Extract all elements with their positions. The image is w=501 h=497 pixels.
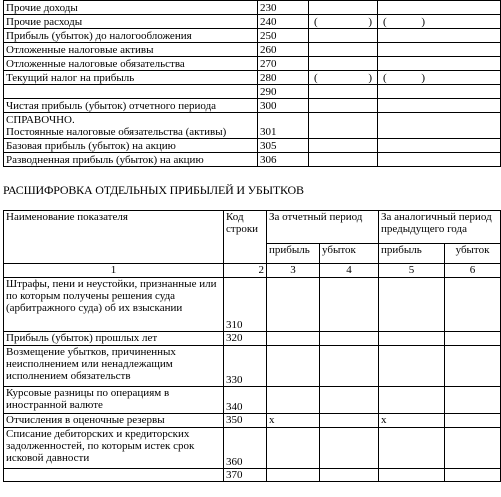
value-cell[interactable]: [309, 139, 378, 153]
table-row: [4, 428, 501, 469]
reference-label: Постоянные налоговые обязательства (активы): [6, 126, 227, 138]
table-row: [4, 346, 501, 387]
parentheses-placeholder: ( ): [314, 72, 372, 84]
value-cell[interactable]: [445, 278, 501, 332]
value-cell[interactable]: [309, 29, 378, 43]
table-row: [4, 15, 501, 29]
row-code: 370: [224, 469, 267, 482]
row-code: 230: [258, 1, 309, 15]
value-cell[interactable]: [378, 153, 501, 167]
value-cell[interactable]: [379, 332, 445, 346]
row-code: 240: [258, 15, 309, 29]
table-row: [4, 469, 501, 482]
row-code: 330: [224, 346, 267, 387]
value-cell[interactable]: [309, 71, 378, 85]
row-label: [4, 85, 258, 99]
header-loss: убыток: [320, 243, 379, 263]
value-cell[interactable]: [309, 15, 378, 29]
value-cell[interactable]: [445, 332, 501, 346]
row-label: Базовая прибыль (убыток) на акцию: [4, 139, 258, 153]
value-cell[interactable]: [378, 99, 501, 113]
value-cell[interactable]: [379, 346, 445, 387]
row-label: Прибыль (убыток) прошлых лет: [4, 332, 224, 346]
row-label: Чистая прибыль (убыток) отчетного периода: [4, 99, 258, 113]
value-cell[interactable]: [309, 57, 378, 71]
row-label: Текущий налог на прибыль: [4, 71, 258, 85]
section-title: РАСШИФРОВКА ОТДЕЛЬНЫХ ПРИБЫЛЕЙ И УБЫТКОВ: [3, 183, 304, 197]
value-cell[interactable]: [445, 414, 501, 428]
value-cell[interactable]: [309, 153, 378, 167]
col-number: 2: [224, 264, 267, 278]
column-numbers-row: [4, 264, 501, 278]
value-cell[interactable]: [378, 71, 501, 85]
value-cell[interactable]: [309, 1, 378, 15]
row-code: 306: [258, 153, 309, 167]
value-cell[interactable]: [445, 346, 501, 387]
value-cell[interactable]: [379, 278, 445, 332]
row-code: 360: [224, 428, 267, 469]
value-cell[interactable]: [267, 469, 320, 482]
row-label: Отчисления в оценочные резервы: [4, 414, 224, 428]
value-cell[interactable]: [267, 346, 320, 387]
row-code: 340: [224, 387, 267, 414]
value-cell[interactable]: [379, 469, 445, 482]
row-code: 350: [224, 414, 267, 428]
col-number: 5: [379, 264, 445, 278]
header-previous-period: За аналогичный период предыдущего года: [379, 211, 501, 244]
value-cell[interactable]: [320, 278, 379, 332]
table-row: [4, 1, 501, 15]
value-cell[interactable]: [320, 346, 379, 387]
table-row: [4, 71, 501, 85]
table-row: [4, 387, 501, 414]
breakdown-table: [3, 210, 501, 482]
col-number: 1: [4, 264, 224, 278]
value-cell[interactable]: [320, 469, 379, 482]
table-row: [4, 57, 501, 71]
row-label: Штрафы, пени и неустойки, признанные или по которым получены решения суда (арбитражного суда) об их взыскании: [4, 278, 224, 332]
value-cell[interactable]: [378, 113, 501, 139]
reference-heading: СПРАВОЧНО.: [6, 114, 75, 126]
row-code: 310: [224, 278, 267, 332]
value-cell[interactable]: [378, 29, 501, 43]
value-cell[interactable]: [378, 43, 501, 57]
col-number: 6: [445, 264, 501, 278]
parentheses-placeholder: ( ): [383, 16, 425, 28]
value-cell[interactable]: [378, 57, 501, 71]
value-cell[interactable]: [378, 85, 501, 99]
row-code: 305: [258, 139, 309, 153]
value-cell[interactable]: [379, 387, 445, 414]
value-cell[interactable]: [378, 139, 501, 153]
value-cell[interactable]: [309, 99, 378, 113]
row-label: Возмещение убытков, причиненных неисполнением или ненадлежащим исполнением обязательств: [4, 346, 224, 387]
table-row: [4, 113, 501, 139]
row-code: 301: [258, 113, 309, 139]
value-cell[interactable]: [267, 387, 320, 414]
row-label: Отложенные налоговые обязательства: [4, 57, 258, 71]
value-cell[interactable]: х: [267, 414, 320, 428]
value-cell[interactable]: [267, 278, 320, 332]
header-code: Код строки: [224, 211, 267, 264]
header-profit: прибыль: [267, 243, 320, 263]
row-label: Отложенные налоговые активы: [4, 43, 258, 57]
value-cell[interactable]: х: [379, 414, 445, 428]
table-row: [4, 153, 501, 167]
header-row: [4, 211, 501, 244]
row-code: 320: [224, 332, 267, 346]
value-cell[interactable]: [378, 15, 501, 29]
table-row: [4, 139, 501, 153]
value-cell[interactable]: [320, 428, 379, 469]
value-cell[interactable]: [320, 387, 379, 414]
row-code: 300: [258, 99, 309, 113]
header-profit: прибыль: [379, 243, 445, 263]
value-cell[interactable]: [267, 428, 320, 469]
value-cell[interactable]: [379, 428, 445, 469]
value-cell[interactable]: [267, 332, 320, 346]
value-cell[interactable]: [445, 469, 501, 482]
table-row: [4, 85, 501, 99]
table-row: [4, 332, 501, 346]
row-code: 260: [258, 43, 309, 57]
value-cell[interactable]: [445, 387, 501, 414]
parentheses-placeholder: ( ): [383, 72, 425, 84]
value-cell[interactable]: [445, 428, 501, 469]
income-statement-table: [3, 0, 501, 167]
value-cell[interactable]: [309, 113, 378, 139]
table-row: [4, 29, 501, 43]
row-label: Курсовые разницы по операциям в иностранной валюте: [4, 387, 224, 414]
row-label: Прибыль (убыток) до налогообложения: [4, 29, 258, 43]
col-number: 3: [267, 264, 320, 278]
header-name: Наименование показателя: [4, 211, 224, 264]
table-row: [4, 99, 501, 113]
row-label: Прочие расходы: [4, 15, 258, 29]
value-cell[interactable]: [320, 414, 379, 428]
table-row: [4, 278, 501, 332]
table-row: [4, 414, 501, 428]
header-loss: убыток: [445, 243, 501, 263]
row-label: Прочие доходы: [4, 1, 258, 15]
row-code: 290: [258, 85, 309, 99]
row-label: [4, 113, 258, 139]
header-current-period: За отчетный период: [267, 211, 379, 244]
col-number: 4: [320, 264, 379, 278]
row-code: 270: [258, 57, 309, 71]
row-label: Списание дебиторских и кредиторских задолженностей, по которым истек срок исковой давности: [4, 428, 224, 469]
value-cell[interactable]: [309, 43, 378, 57]
row-code: 280: [258, 71, 309, 85]
value-cell[interactable]: [378, 1, 501, 15]
value-cell[interactable]: [320, 332, 379, 346]
table-row: [4, 43, 501, 57]
row-label: Разводненная прибыль (убыток) на акцию: [4, 153, 258, 167]
row-code: 250: [258, 29, 309, 43]
parentheses-placeholder: ( ): [314, 16, 372, 28]
row-label: [4, 469, 224, 482]
value-cell[interactable]: [309, 85, 378, 99]
